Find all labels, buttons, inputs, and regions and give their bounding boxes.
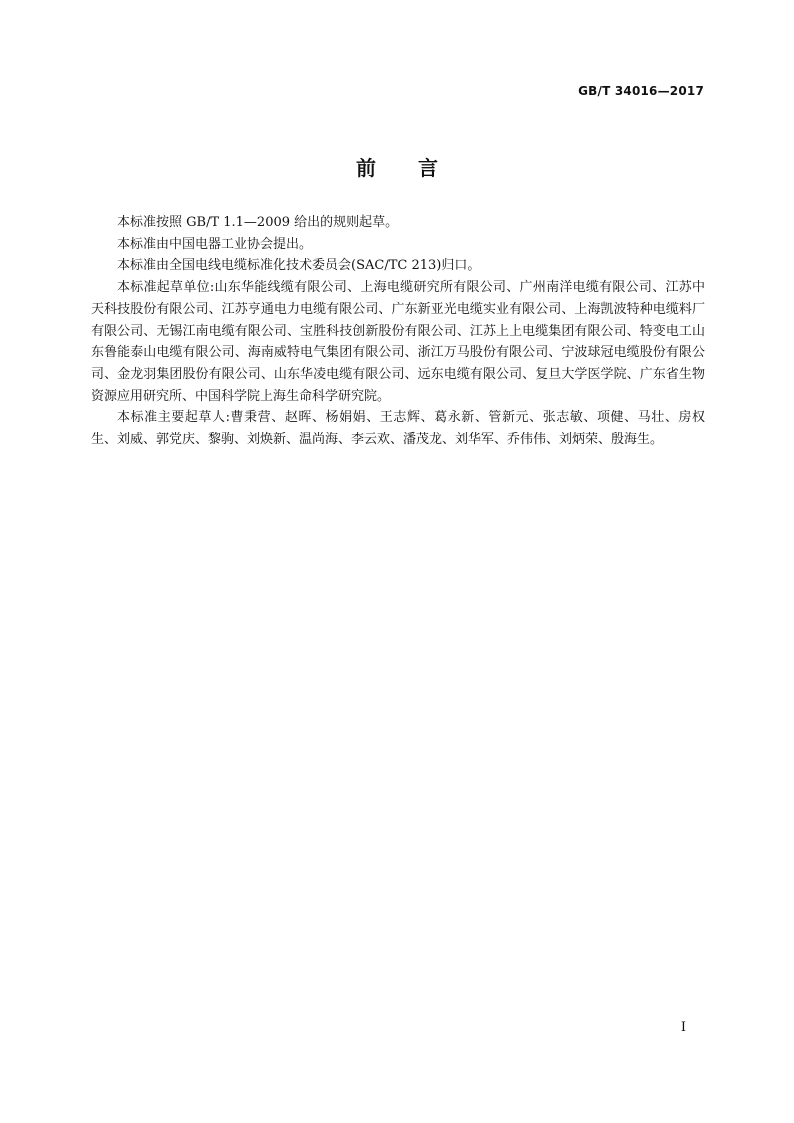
jurisdiction-paragraph: 本标准由全国电线电缆标准化技术委员会(SAC/TC 213)归口。 [117, 258, 481, 274]
standard-code: GB/T 34016—2017 [578, 84, 704, 98]
title-char-1: 前 [356, 156, 376, 180]
page-number: I [680, 1020, 686, 1035]
proposer-paragraph: 本标准由中国电器工业协会提出。 [117, 236, 313, 252]
drafting-units-paragraph: 本标准起草单位:山东华能线缆有限公司、上海电缆研究所有限公司、广州南洋电缆有限公司、江苏中天科技股份有限公司、江苏亨通电力电缆有限公司、广东新亚光电缆实业有限公司、上海凯波特种电缆料厂有限公司、无锡江南电缆有限公司、宝胜科技创新股份有限公司、江苏上上电缆集团有限公司、特变电工山东鲁能泰山电缆有限公司、海南威特电气集团有限公司、浙江万马股份有限公司、宁波球冠电缆股份有限公司、金龙羽集团股份有限公司、山东华凌电缆有限公司、远东电缆有限公司、复旦大学医学院、广东省生物资源应用研究所、中国科学院上海生命科学研究院。 [91, 280, 705, 404]
preface-body [91, 212, 705, 451]
drafting-rules-paragraph: 本标准按照 GB/T 1.1—2009 给出的规则起草。 [117, 215, 399, 230]
drafters-paragraph: 本标准主要起草人:曹秉营、赵晖、杨娟娟、王志辉、葛永新、管新元、张志敏、项健、马壮、房权生、刘威、郭党庆、黎驹、刘焕新、温尚海、李云欢、潘茂龙、刘华军、乔伟伟、刘炳荣、殷海生。 [91, 410, 705, 448]
title-char-2: 言 [418, 156, 438, 180]
page-title [0, 152, 794, 181]
